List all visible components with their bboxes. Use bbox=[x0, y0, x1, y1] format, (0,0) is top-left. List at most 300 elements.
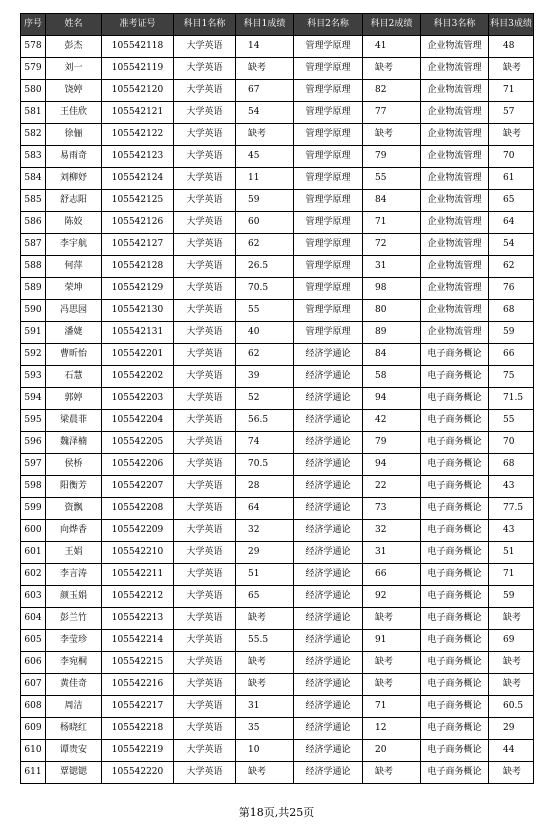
subject1-score: 10 bbox=[236, 740, 294, 762]
subject1-score: 缺考 bbox=[236, 124, 294, 146]
subject1-score: 52 bbox=[236, 388, 294, 410]
header-cell: 序号 bbox=[21, 14, 46, 36]
subject2-score: 缺考 bbox=[363, 652, 421, 674]
subject1-name: 大学英语 bbox=[174, 652, 236, 674]
subject1-name: 大学英语 bbox=[174, 344, 236, 366]
subject2-score: 77 bbox=[363, 102, 421, 124]
subject3-score: 43 bbox=[489, 520, 534, 542]
subject1-score: 59 bbox=[236, 190, 294, 212]
row-number: 586 bbox=[21, 212, 46, 234]
row-number: 591 bbox=[21, 322, 46, 344]
subject1-score: 51 bbox=[236, 564, 294, 586]
page-footer: 第18页,共25页 bbox=[238, 806, 315, 819]
subject1-name: 大学英语 bbox=[174, 168, 236, 190]
student-name: 王佳欣 bbox=[46, 102, 102, 124]
subject1-score: 74 bbox=[236, 432, 294, 454]
subject3-name: 企业物流管理 bbox=[421, 146, 489, 168]
subject1-score: 40 bbox=[236, 322, 294, 344]
subject1-name: 大学英语 bbox=[174, 190, 236, 212]
subject2-name: 管理学原理 bbox=[294, 124, 363, 146]
subject1-score: 39 bbox=[236, 366, 294, 388]
subject3-score: 71 bbox=[489, 564, 534, 586]
row-number: 587 bbox=[21, 234, 46, 256]
exam-id: 105542208 bbox=[102, 498, 174, 520]
subject1-name: 大学英语 bbox=[174, 80, 236, 102]
exam-id: 105542121 bbox=[102, 102, 174, 124]
subject2-name: 经济学通论 bbox=[294, 652, 363, 674]
subject3-score: 51 bbox=[489, 542, 534, 564]
exam-id: 105542119 bbox=[102, 58, 174, 80]
subject2-name: 管理学原理 bbox=[294, 322, 363, 344]
row-number: 578 bbox=[21, 36, 46, 58]
student-name: 魏泽楠 bbox=[46, 432, 102, 454]
subject3-score: 57 bbox=[489, 102, 534, 124]
row-number: 600 bbox=[21, 520, 46, 542]
table-row bbox=[21, 630, 534, 652]
subject3-score: 55 bbox=[489, 410, 534, 432]
table-row bbox=[21, 234, 534, 256]
table-row bbox=[21, 586, 534, 608]
header-cell: 科目2名称 bbox=[294, 14, 363, 36]
table-row bbox=[21, 498, 534, 520]
subject3-name: 电子商务概论 bbox=[421, 718, 489, 740]
subject1-name: 大学英语 bbox=[174, 212, 236, 234]
header-cell: 科目3成绩 bbox=[489, 14, 534, 36]
row-number: 604 bbox=[21, 608, 46, 630]
student-name: 冯思园 bbox=[46, 300, 102, 322]
subject1-score: 14 bbox=[236, 36, 294, 58]
subject2-score: 94 bbox=[363, 454, 421, 476]
subject3-score: 65 bbox=[489, 190, 534, 212]
header-cell: 科目3名称 bbox=[421, 14, 489, 36]
row-number: 607 bbox=[21, 674, 46, 696]
subject1-name: 大学英语 bbox=[174, 322, 236, 344]
subject3-name: 电子商务概论 bbox=[421, 520, 489, 542]
table-row bbox=[21, 388, 534, 410]
subject2-score: 82 bbox=[363, 80, 421, 102]
subject2-score: 79 bbox=[363, 432, 421, 454]
subject2-name: 经济学通论 bbox=[294, 564, 363, 586]
student-name: 颜玉娟 bbox=[46, 586, 102, 608]
subject3-score: 61 bbox=[489, 168, 534, 190]
row-number: 601 bbox=[21, 542, 46, 564]
table-row bbox=[21, 476, 534, 498]
subject3-score: 69 bbox=[489, 630, 534, 652]
student-name: 徐俪 bbox=[46, 124, 102, 146]
table-row bbox=[21, 256, 534, 278]
subject3-name: 电子商务概论 bbox=[421, 388, 489, 410]
subject2-name: 管理学原理 bbox=[294, 146, 363, 168]
subject1-name: 大学英语 bbox=[174, 256, 236, 278]
subject2-score: 79 bbox=[363, 146, 421, 168]
subject2-name: 管理学原理 bbox=[294, 212, 363, 234]
subject3-name: 电子商务概论 bbox=[421, 652, 489, 674]
subject1-name: 大学英语 bbox=[174, 740, 236, 762]
table-row bbox=[21, 564, 534, 586]
subject2-score: 缺考 bbox=[363, 124, 421, 146]
row-number: 582 bbox=[21, 124, 46, 146]
subject1-score: 11 bbox=[236, 168, 294, 190]
student-name: 谭贵安 bbox=[46, 740, 102, 762]
subject1-score: 67 bbox=[236, 80, 294, 102]
student-name: 覃锶锶 bbox=[46, 762, 102, 784]
student-name: 梁晨菲 bbox=[46, 410, 102, 432]
subject3-name: 电子商务概论 bbox=[421, 630, 489, 652]
exam-id: 105542129 bbox=[102, 278, 174, 300]
row-number: 602 bbox=[21, 564, 46, 586]
exam-id: 105542131 bbox=[102, 322, 174, 344]
row-number: 596 bbox=[21, 432, 46, 454]
student-name: 资飘 bbox=[46, 498, 102, 520]
exam-id: 105542202 bbox=[102, 366, 174, 388]
score-sheet bbox=[20, 13, 533, 784]
subject2-score: 80 bbox=[363, 300, 421, 322]
subject2-name: 经济学通论 bbox=[294, 410, 363, 432]
subject1-name: 大学英语 bbox=[174, 762, 236, 784]
subject2-score: 20 bbox=[363, 740, 421, 762]
subject3-score: 缺考 bbox=[489, 674, 534, 696]
subject3-score: 缺考 bbox=[489, 58, 534, 80]
subject1-score: 70.5 bbox=[236, 278, 294, 300]
subject1-score: 64 bbox=[236, 498, 294, 520]
subject1-score: 32 bbox=[236, 520, 294, 542]
subject2-score: 89 bbox=[363, 322, 421, 344]
exam-id: 105542125 bbox=[102, 190, 174, 212]
subject3-name: 电子商务概论 bbox=[421, 696, 489, 718]
subject3-name: 电子商务概论 bbox=[421, 410, 489, 432]
subject2-name: 管理学原理 bbox=[294, 278, 363, 300]
subject3-score: 68 bbox=[489, 300, 534, 322]
subject1-name: 大学英语 bbox=[174, 58, 236, 80]
exam-id: 105542122 bbox=[102, 124, 174, 146]
table-row bbox=[21, 366, 534, 388]
student-name: 李宛桐 bbox=[46, 652, 102, 674]
row-number: 579 bbox=[21, 58, 46, 80]
table-row bbox=[21, 762, 534, 784]
student-name: 饶婷 bbox=[46, 80, 102, 102]
subject3-name: 企业物流管理 bbox=[421, 212, 489, 234]
subject1-name: 大学英语 bbox=[174, 124, 236, 146]
subject3-score: 64 bbox=[489, 212, 534, 234]
subject1-score: 56.5 bbox=[236, 410, 294, 432]
subject1-score: 28 bbox=[236, 476, 294, 498]
header-cell: 准考证号 bbox=[102, 14, 174, 36]
student-name: 向烨香 bbox=[46, 520, 102, 542]
table-row bbox=[21, 520, 534, 542]
subject3-name: 企业物流管理 bbox=[421, 234, 489, 256]
exam-id: 105542210 bbox=[102, 542, 174, 564]
subject1-name: 大学英语 bbox=[174, 674, 236, 696]
exam-id: 105542217 bbox=[102, 696, 174, 718]
subject3-score: 66 bbox=[489, 344, 534, 366]
subject1-name: 大学英语 bbox=[174, 476, 236, 498]
subject3-score: 71 bbox=[489, 80, 534, 102]
exam-id: 105542206 bbox=[102, 454, 174, 476]
subject1-name: 大学英语 bbox=[174, 718, 236, 740]
subject2-score: 84 bbox=[363, 344, 421, 366]
exam-id: 105542130 bbox=[102, 300, 174, 322]
exam-id: 105542218 bbox=[102, 718, 174, 740]
subject2-score: 73 bbox=[363, 498, 421, 520]
row-number: 583 bbox=[21, 146, 46, 168]
table-row bbox=[21, 102, 534, 124]
table-row bbox=[21, 608, 534, 630]
subject3-name: 企业物流管理 bbox=[421, 58, 489, 80]
subject2-name: 经济学通论 bbox=[294, 432, 363, 454]
subject2-score: 71 bbox=[363, 696, 421, 718]
row-number: 581 bbox=[21, 102, 46, 124]
subject3-score: 59 bbox=[489, 586, 534, 608]
subject3-score: 43 bbox=[489, 476, 534, 498]
subject1-score: 缺考 bbox=[236, 58, 294, 80]
subject2-name: 管理学原理 bbox=[294, 80, 363, 102]
subject1-score: 70.5 bbox=[236, 454, 294, 476]
subject2-name: 管理学原理 bbox=[294, 102, 363, 124]
student-name: 舒志阳 bbox=[46, 190, 102, 212]
subject3-score: 44 bbox=[489, 740, 534, 762]
student-name: 荣坤 bbox=[46, 278, 102, 300]
exam-id: 105542124 bbox=[102, 168, 174, 190]
subject1-score: 62 bbox=[236, 234, 294, 256]
subject2-name: 管理学原理 bbox=[294, 256, 363, 278]
subject2-name: 管理学原理 bbox=[294, 300, 363, 322]
exam-id: 105542128 bbox=[102, 256, 174, 278]
student-name: 周洁 bbox=[46, 696, 102, 718]
subject1-name: 大学英语 bbox=[174, 498, 236, 520]
subject1-score: 54 bbox=[236, 102, 294, 124]
table-row bbox=[21, 36, 534, 58]
header-cell: 科目1成绩 bbox=[236, 14, 294, 36]
subject2-name: 经济学通论 bbox=[294, 762, 363, 784]
subject1-name: 大学英语 bbox=[174, 366, 236, 388]
subject1-name: 大学英语 bbox=[174, 454, 236, 476]
exam-id: 105542118 bbox=[102, 36, 174, 58]
header-cell: 姓名 bbox=[46, 14, 102, 36]
subject3-score: 62 bbox=[489, 256, 534, 278]
subject3-score: 60.5 bbox=[489, 696, 534, 718]
exam-id: 105542213 bbox=[102, 608, 174, 630]
subject2-name: 经济学通论 bbox=[294, 630, 363, 652]
subject2-name: 经济学通论 bbox=[294, 344, 363, 366]
student-name: 阳衡芳 bbox=[46, 476, 102, 498]
subject1-score: 55.5 bbox=[236, 630, 294, 652]
student-name: 刘一 bbox=[46, 58, 102, 80]
student-name: 郭婷 bbox=[46, 388, 102, 410]
table-row bbox=[21, 652, 534, 674]
subject2-name: 经济学通论 bbox=[294, 454, 363, 476]
table-row bbox=[21, 718, 534, 740]
subject3-score: 缺考 bbox=[489, 608, 534, 630]
subject2-score: 42 bbox=[363, 410, 421, 432]
subject1-name: 大学英语 bbox=[174, 630, 236, 652]
subject3-name: 企业物流管理 bbox=[421, 322, 489, 344]
subject1-score: 29 bbox=[236, 542, 294, 564]
table-row bbox=[21, 124, 534, 146]
student-name: 曹昕怡 bbox=[46, 344, 102, 366]
subject3-score: 70 bbox=[489, 432, 534, 454]
exam-id: 105542219 bbox=[102, 740, 174, 762]
subject3-name: 电子商务概论 bbox=[421, 608, 489, 630]
student-name: 杨晓红 bbox=[46, 718, 102, 740]
subject1-score: 缺考 bbox=[236, 762, 294, 784]
subject2-score: 66 bbox=[363, 564, 421, 586]
student-name: 石慧 bbox=[46, 366, 102, 388]
subject2-name: 经济学通论 bbox=[294, 498, 363, 520]
subject1-name: 大学英语 bbox=[174, 586, 236, 608]
subject2-name: 经济学通论 bbox=[294, 586, 363, 608]
row-number: 599 bbox=[21, 498, 46, 520]
exam-id: 105542201 bbox=[102, 344, 174, 366]
subject3-name: 企业物流管理 bbox=[421, 278, 489, 300]
subject2-name: 管理学原理 bbox=[294, 36, 363, 58]
row-number: 588 bbox=[21, 256, 46, 278]
subject3-name: 电子商务概论 bbox=[421, 498, 489, 520]
exam-id: 105542126 bbox=[102, 212, 174, 234]
subject2-score: 缺考 bbox=[363, 608, 421, 630]
subject2-name: 经济学通论 bbox=[294, 366, 363, 388]
row-number: 597 bbox=[21, 454, 46, 476]
student-name: 陈姣 bbox=[46, 212, 102, 234]
row-number: 580 bbox=[21, 80, 46, 102]
row-number: 595 bbox=[21, 410, 46, 432]
subject1-name: 大学英语 bbox=[174, 542, 236, 564]
subject1-score: 45 bbox=[236, 146, 294, 168]
subject3-name: 电子商务概论 bbox=[421, 432, 489, 454]
table-row bbox=[21, 212, 534, 234]
subject2-score: 22 bbox=[363, 476, 421, 498]
student-name: 刘柳妤 bbox=[46, 168, 102, 190]
subject1-name: 大学英语 bbox=[174, 388, 236, 410]
subject3-name: 电子商务概论 bbox=[421, 564, 489, 586]
row-number: 598 bbox=[21, 476, 46, 498]
subject1-score: 35 bbox=[236, 718, 294, 740]
row-number: 592 bbox=[21, 344, 46, 366]
table-row bbox=[21, 454, 534, 476]
subject2-score: 92 bbox=[363, 586, 421, 608]
subject2-name: 管理学原理 bbox=[294, 168, 363, 190]
subject2-score: 31 bbox=[363, 256, 421, 278]
exam-id: 105542203 bbox=[102, 388, 174, 410]
subject3-name: 企业物流管理 bbox=[421, 36, 489, 58]
subject3-name: 企业物流管理 bbox=[421, 102, 489, 124]
subject3-score: 缺考 bbox=[489, 652, 534, 674]
subject2-score: 58 bbox=[363, 366, 421, 388]
table-row bbox=[21, 168, 534, 190]
subject2-score: 71 bbox=[363, 212, 421, 234]
table-row bbox=[21, 278, 534, 300]
row-number: 590 bbox=[21, 300, 46, 322]
table-row bbox=[21, 410, 534, 432]
table-row bbox=[21, 740, 534, 762]
subject1-name: 大学英语 bbox=[174, 300, 236, 322]
subject1-name: 大学英语 bbox=[174, 608, 236, 630]
student-name: 易雨奇 bbox=[46, 146, 102, 168]
subject1-name: 大学英语 bbox=[174, 696, 236, 718]
subject2-score: 缺考 bbox=[363, 762, 421, 784]
subject3-score: 缺考 bbox=[489, 124, 534, 146]
subject3-name: 电子商务概论 bbox=[421, 454, 489, 476]
row-number: 611 bbox=[21, 762, 46, 784]
exam-id: 105542205 bbox=[102, 432, 174, 454]
subject3-name: 企业物流管理 bbox=[421, 168, 489, 190]
subject3-name: 企业物流管理 bbox=[421, 124, 489, 146]
row-number: 609 bbox=[21, 718, 46, 740]
subject2-score: 55 bbox=[363, 168, 421, 190]
header-cell: 科目2成绩 bbox=[363, 14, 421, 36]
student-name: 彭兰竹 bbox=[46, 608, 102, 630]
subject3-name: 电子商务概论 bbox=[421, 740, 489, 762]
subject1-score: 62 bbox=[236, 344, 294, 366]
student-name: 王娟 bbox=[46, 542, 102, 564]
subject2-score: 31 bbox=[363, 542, 421, 564]
student-name: 李宇航 bbox=[46, 234, 102, 256]
subject2-name: 经济学通论 bbox=[294, 608, 363, 630]
student-name: 李言涛 bbox=[46, 564, 102, 586]
exam-id: 105542120 bbox=[102, 80, 174, 102]
row-number: 589 bbox=[21, 278, 46, 300]
subject3-score: 68 bbox=[489, 454, 534, 476]
table-row bbox=[21, 432, 534, 454]
subject1-name: 大学英语 bbox=[174, 278, 236, 300]
table-row bbox=[21, 58, 534, 80]
subject2-score: 98 bbox=[363, 278, 421, 300]
table-row bbox=[21, 344, 534, 366]
subject2-name: 经济学通论 bbox=[294, 740, 363, 762]
subject3-name: 电子商务概论 bbox=[421, 586, 489, 608]
subject1-name: 大学英语 bbox=[174, 102, 236, 124]
subject2-name: 管理学原理 bbox=[294, 190, 363, 212]
subject2-name: 管理学原理 bbox=[294, 234, 363, 256]
exam-id: 105542214 bbox=[102, 630, 174, 652]
subject3-name: 企业物流管理 bbox=[421, 300, 489, 322]
table-row bbox=[21, 146, 534, 168]
subject1-name: 大学英语 bbox=[174, 432, 236, 454]
score-table bbox=[20, 13, 534, 784]
subject3-name: 企业物流管理 bbox=[421, 256, 489, 278]
row-number: 593 bbox=[21, 366, 46, 388]
subject3-score: 71.5 bbox=[489, 388, 534, 410]
exam-id: 105542207 bbox=[102, 476, 174, 498]
subject1-name: 大学英语 bbox=[174, 234, 236, 256]
student-name: 黄佳奇 bbox=[46, 674, 102, 696]
exam-id: 105542220 bbox=[102, 762, 174, 784]
row-number: 606 bbox=[21, 652, 46, 674]
exam-id: 105542123 bbox=[102, 146, 174, 168]
row-number: 585 bbox=[21, 190, 46, 212]
table-row bbox=[21, 674, 534, 696]
exam-id: 105542212 bbox=[102, 586, 174, 608]
subject2-score: 32 bbox=[363, 520, 421, 542]
subject3-score: 75 bbox=[489, 366, 534, 388]
subject3-name: 电子商务概论 bbox=[421, 762, 489, 784]
table-row bbox=[21, 322, 534, 344]
subject3-name: 电子商务概论 bbox=[421, 366, 489, 388]
subject2-name: 管理学原理 bbox=[294, 58, 363, 80]
subject2-score: 72 bbox=[363, 234, 421, 256]
subject3-score: 76 bbox=[489, 278, 534, 300]
subject3-name: 企业物流管理 bbox=[421, 80, 489, 102]
subject3-score: 70 bbox=[489, 146, 534, 168]
exam-id: 105542215 bbox=[102, 652, 174, 674]
table-row bbox=[21, 190, 534, 212]
student-name: 侯桥 bbox=[46, 454, 102, 476]
table-row bbox=[21, 300, 534, 322]
row-number: 608 bbox=[21, 696, 46, 718]
header-cell: 科目1名称 bbox=[174, 14, 236, 36]
exam-id: 105542209 bbox=[102, 520, 174, 542]
subject2-score: 84 bbox=[363, 190, 421, 212]
subject2-score: 91 bbox=[363, 630, 421, 652]
